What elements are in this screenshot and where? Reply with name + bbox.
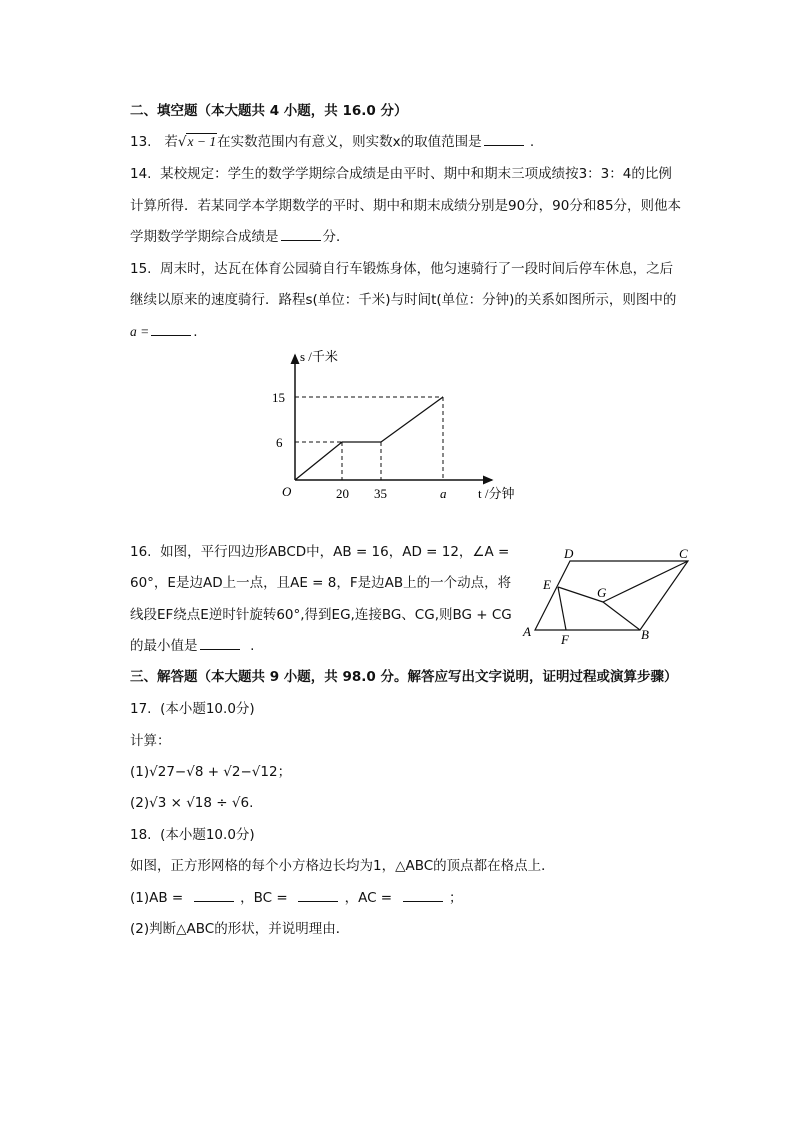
q18-number: 18. — [130, 827, 152, 843]
y-tick-6: 6 — [276, 435, 283, 450]
q16-text-4: 的最小值是 — [130, 638, 198, 654]
segment-gc — [603, 561, 688, 602]
x-tick-20: 20 — [336, 486, 349, 501]
question-16-line-2: 60°，E是边AD上一点，且AE = 8，F是边AB上的一个动点，将 — [130, 575, 512, 591]
answer-blank[interactable] — [484, 133, 524, 146]
x-axis-label: t /分钟 — [478, 486, 515, 501]
q13-text-2: 在实数范围内有意义，则实数x的取值范围是 — [217, 134, 482, 150]
answer-blank-bc[interactable] — [298, 889, 338, 902]
question-17-header — [130, 700, 255, 718]
q15-text: 周末时，达瓦在体育公园骑自行车锻炼身体，他匀速骑行了一段时间后停车休息，之后 — [160, 261, 674, 277]
q16-text: 如图，平行四边形ABCD中，AB = 16，AD = 12，∠A = — [160, 544, 510, 560]
q18-part-1 — [130, 889, 463, 907]
parallelogram-abcd — [535, 561, 688, 630]
q18-ac: ，AC = — [344, 890, 393, 906]
label-g: G — [597, 585, 607, 600]
label-f: F — [561, 632, 569, 647]
q14-end: 分． — [322, 229, 350, 245]
q17-number: 17. — [130, 701, 152, 717]
question-14-line-2: 计算所得．若某同学本学期数学的平时、期中和期末成绩分别是90分，90分和85分，则他本 — [130, 198, 682, 214]
q17-prompt: 计算： — [130, 733, 171, 749]
question-14-line-3 — [130, 228, 350, 246]
parallelogram-figure — [515, 540, 700, 650]
question-15-line-2: 继续以原来的速度骑行．路程s(单位：千米)与时间t(单位：分钟)的关系如图所示，则图中的 — [130, 292, 677, 308]
q15-a: a = — [130, 324, 150, 339]
q18-end: ； — [449, 890, 463, 906]
question-15-line-1 — [130, 260, 673, 278]
q15-end: . — [193, 324, 198, 340]
q18-prompt: 如图，正方形网格的每个小方格边长均为1，△ABC的顶点都在格点上． — [130, 858, 555, 874]
origin-label: O — [282, 484, 292, 499]
answer-blank[interactable] — [281, 228, 321, 241]
q18-score: (本小题10.0分) — [160, 827, 255, 843]
q14-number: 14. — [130, 166, 152, 182]
answer-blank[interactable] — [200, 637, 240, 650]
label-c: C — [679, 546, 688, 561]
q16-number: 16. — [130, 544, 152, 560]
label-a: A — [523, 624, 531, 639]
label-e: E — [543, 577, 551, 592]
q18-ab: (1)AB = — [130, 890, 184, 906]
question-16-line-4 — [130, 637, 254, 655]
x-tick-a: a — [440, 486, 447, 501]
q17-part-2: (2)√3 × √18 ÷ √6. — [130, 795, 254, 811]
answer-blank-ac[interactable] — [403, 889, 443, 902]
q18-bc: ，BC = — [240, 890, 288, 906]
question-16-line-3: 线段EF绕点E逆时针旋转60°,得到EG,连接BG、CG,则BG + CG — [130, 607, 512, 623]
question-14-line-1 — [130, 165, 672, 183]
q15-number: 15. — [130, 261, 152, 277]
distance-time-graph — [260, 345, 540, 510]
q13-number: 13. — [130, 134, 152, 150]
q17-score: (本小题10.0分) — [160, 701, 255, 717]
question-15-line-3 — [130, 323, 198, 341]
q13-text: 若 — [164, 134, 178, 150]
segment-gb — [603, 602, 640, 630]
q14-text: 某校规定：学生的数学学期综合成绩是由平时、期中和期末三项成绩按3：3：4的比例 — [160, 166, 672, 182]
q13-radical: x − 1 — [187, 134, 217, 149]
question-13: 13. 若√x − 1在实数范围内有意义，则实数x的取值范围是 . — [130, 134, 535, 150]
q18-part-2: (2)判断△ABC的形状，并说明理由． — [130, 921, 350, 937]
q17-part-1: (1)√27−√8 + √2−√12； — [130, 764, 292, 780]
series-line — [295, 397, 443, 480]
q16-end: . — [250, 638, 255, 654]
q14-text-3: 学期数学学期综合成绩是 — [130, 229, 279, 245]
label-b: B — [641, 627, 649, 642]
section-3-heading: 三、解答题（本大题共 9 小题，共 98.0 分。解答应写出文字说明，证明过程或演算步骤） — [130, 669, 678, 685]
section-2-heading: 二、填空题（本大题共 4 小题，共 16.0 分） — [130, 103, 408, 119]
x-tick-35: 35 — [374, 486, 387, 501]
y-tick-15: 15 — [272, 390, 285, 405]
y-axis-label: s /千米 — [300, 349, 338, 364]
q13-end: . — [529, 134, 535, 150]
question-16-line-1 — [130, 543, 509, 561]
label-d: D — [564, 546, 574, 561]
answer-blank-ab[interactable] — [194, 889, 234, 902]
question-18-header — [130, 826, 255, 844]
answer-blank[interactable] — [151, 323, 191, 336]
segment-ef — [558, 587, 566, 630]
